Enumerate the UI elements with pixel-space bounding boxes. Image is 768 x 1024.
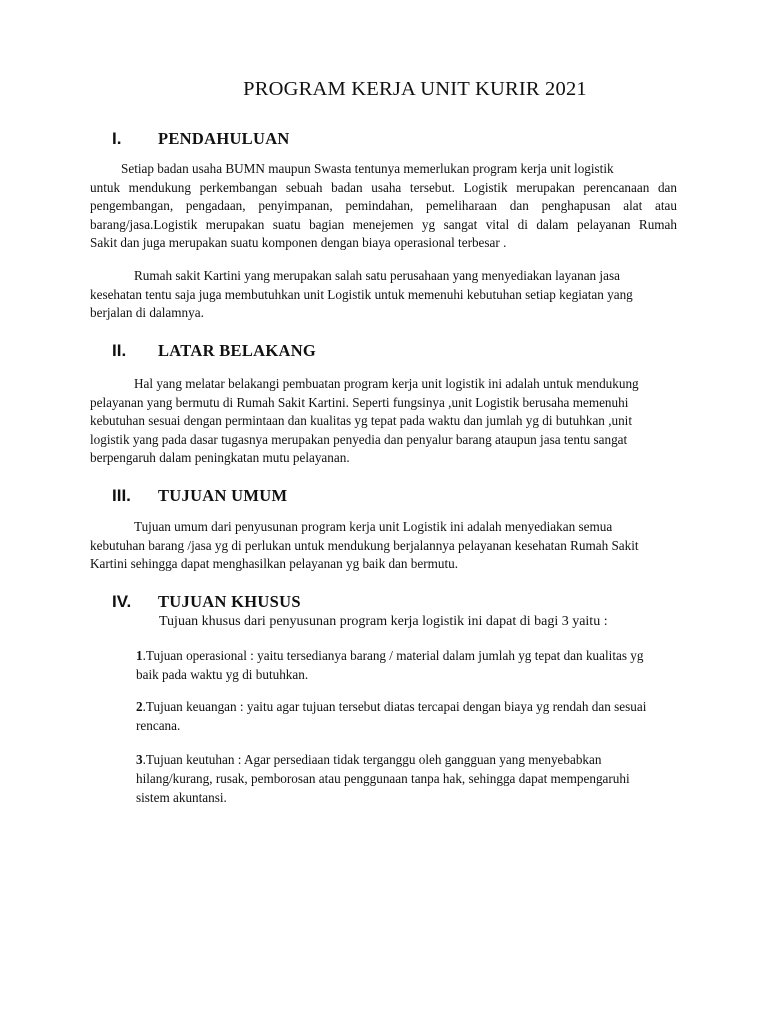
document-title: PROGRAM KERJA UNIT KURIR 2021 bbox=[243, 78, 587, 100]
paragraph-line: Kartini sehingga dapat menghasilkan pelayanan yg baik dan bermutu. bbox=[90, 556, 459, 572]
section-title: TUJUAN UMUM bbox=[158, 486, 288, 505]
list-item-text: hilang/kurang, rusak, pemborosan atau penggunaan tanpa hak, sehingga dapat mempengaruhi bbox=[136, 771, 630, 786]
list-item-number: 3 bbox=[136, 752, 143, 767]
paragraph-line: Tujuan umum dari penyusunan program kerja unit Logistik ini adalah menyediakan semua bbox=[134, 519, 613, 534]
list-item-text: baik pada waktu yg di butuhkan. bbox=[136, 667, 309, 682]
paragraph-latar-belakang bbox=[90, 375, 677, 468]
paragraph-pendahuluan-1 bbox=[90, 160, 677, 253]
paragraph-pendahuluan-2 bbox=[90, 267, 677, 323]
section-number: IV. bbox=[112, 592, 132, 611]
paragraph-line: pengembangan, pengadaan, penyimpanan, pemindahan, pemeliharaan dan penghapusan alat atau bbox=[90, 198, 677, 214]
list-item bbox=[136, 697, 681, 735]
section-number: III. bbox=[112, 486, 131, 505]
tujuan-khusus-intro: Tujuan khusus dari penyusunan program kerja logistik ini dapat di bagi 3 yaitu : bbox=[159, 614, 608, 629]
paragraph-line: kesehatan tentu saja juga membutuhkan unit Logistik untuk memenuhi kebutuhan setiap kegiatan yang bbox=[90, 286, 633, 302]
section-title: LATAR BELAKANG bbox=[158, 341, 317, 360]
section-heading-tujuan-umum bbox=[112, 486, 287, 506]
paragraph-line: berpengaruh dalam peningkatan mutu pelayanan. bbox=[90, 450, 350, 466]
paragraph-line: barang/jasa.Logistik merupakan suatu bagian menejemen yg sangat vital di dalam pelayanan Rumah bbox=[90, 216, 677, 232]
list-item-number: 2 bbox=[136, 699, 143, 714]
paragraph-line: kebutuhan sesuai dengan permintaan dan kualitas yg tepat pada waktu dan jumlah yg di butuhkan ,unit bbox=[90, 413, 633, 429]
list-item-text: .Tujuan keuangan : yaitu agar tujuan tersebut diatas tercapai dengan biaya yg rendah dan sesuai bbox=[142, 699, 647, 714]
paragraph-line: Sakit dan juga merupakan suatu komponen dengan biaya operasional terbesar . bbox=[90, 235, 507, 251]
list-item-text: rencana. bbox=[136, 718, 181, 733]
list-item-number: 1 bbox=[136, 648, 143, 663]
section-number: II. bbox=[112, 341, 127, 360]
list-item-text: .Tujuan keutuhan : Agar persediaan tidak terganggu oleh gangguan yang menyebabkan bbox=[142, 752, 602, 767]
paragraph-line: logistik yang pada dasar tugasnya merupakan penyedia dan penyalur barang ataupun jasa tentu sangat bbox=[90, 431, 628, 447]
list-item-text: sistem akuntansi. bbox=[136, 790, 227, 805]
section-title: TUJUAN KHUSUS bbox=[158, 592, 301, 611]
paragraph-line: berjalan di dalamnya. bbox=[90, 305, 204, 321]
paragraph-line: Setiap badan usaha BUMN maupun Swasta tentunya memerlukan program kerja unit logistik bbox=[121, 161, 614, 176]
section-heading-latar-belakang bbox=[112, 341, 316, 361]
section-title: PENDAHULUAN bbox=[158, 129, 290, 148]
paragraph-line: untuk mendukung perkembangan sebuah badan usaha tersebut. Logistik merupakan perencanaan dan bbox=[90, 179, 677, 195]
paragraph-line: kebutuhan barang /jasa yg di perlukan untuk mendukung berjalannya pelayanan kesehatan Rumah Sakit bbox=[90, 537, 639, 553]
section-heading-pendahuluan bbox=[112, 129, 290, 149]
paragraph-tujuan-umum bbox=[90, 518, 677, 574]
list-item bbox=[136, 646, 681, 684]
paragraph-line: Rumah sakit Kartini yang merupakan salah satu perusahaan yang menyediakan layanan jasa bbox=[134, 268, 620, 283]
section-heading-tujuan-khusus bbox=[112, 592, 301, 612]
section-number: I. bbox=[112, 129, 122, 148]
list-item-text: .Tujuan operasional : yaitu tersedianya barang / material dalam jumlah yg tepat dan kualitas yg bbox=[142, 648, 644, 663]
paragraph-line: Hal yang melatar belakangi pembuatan program kerja unit logistik ini adalah untuk mendukung bbox=[134, 376, 639, 391]
paragraph-line: pelayanan yang bermutu di Rumah Sakit Kartini. Seperti fungsinya ,unit Logistik berusaha memenuhi bbox=[90, 394, 629, 410]
list-item bbox=[136, 750, 681, 807]
